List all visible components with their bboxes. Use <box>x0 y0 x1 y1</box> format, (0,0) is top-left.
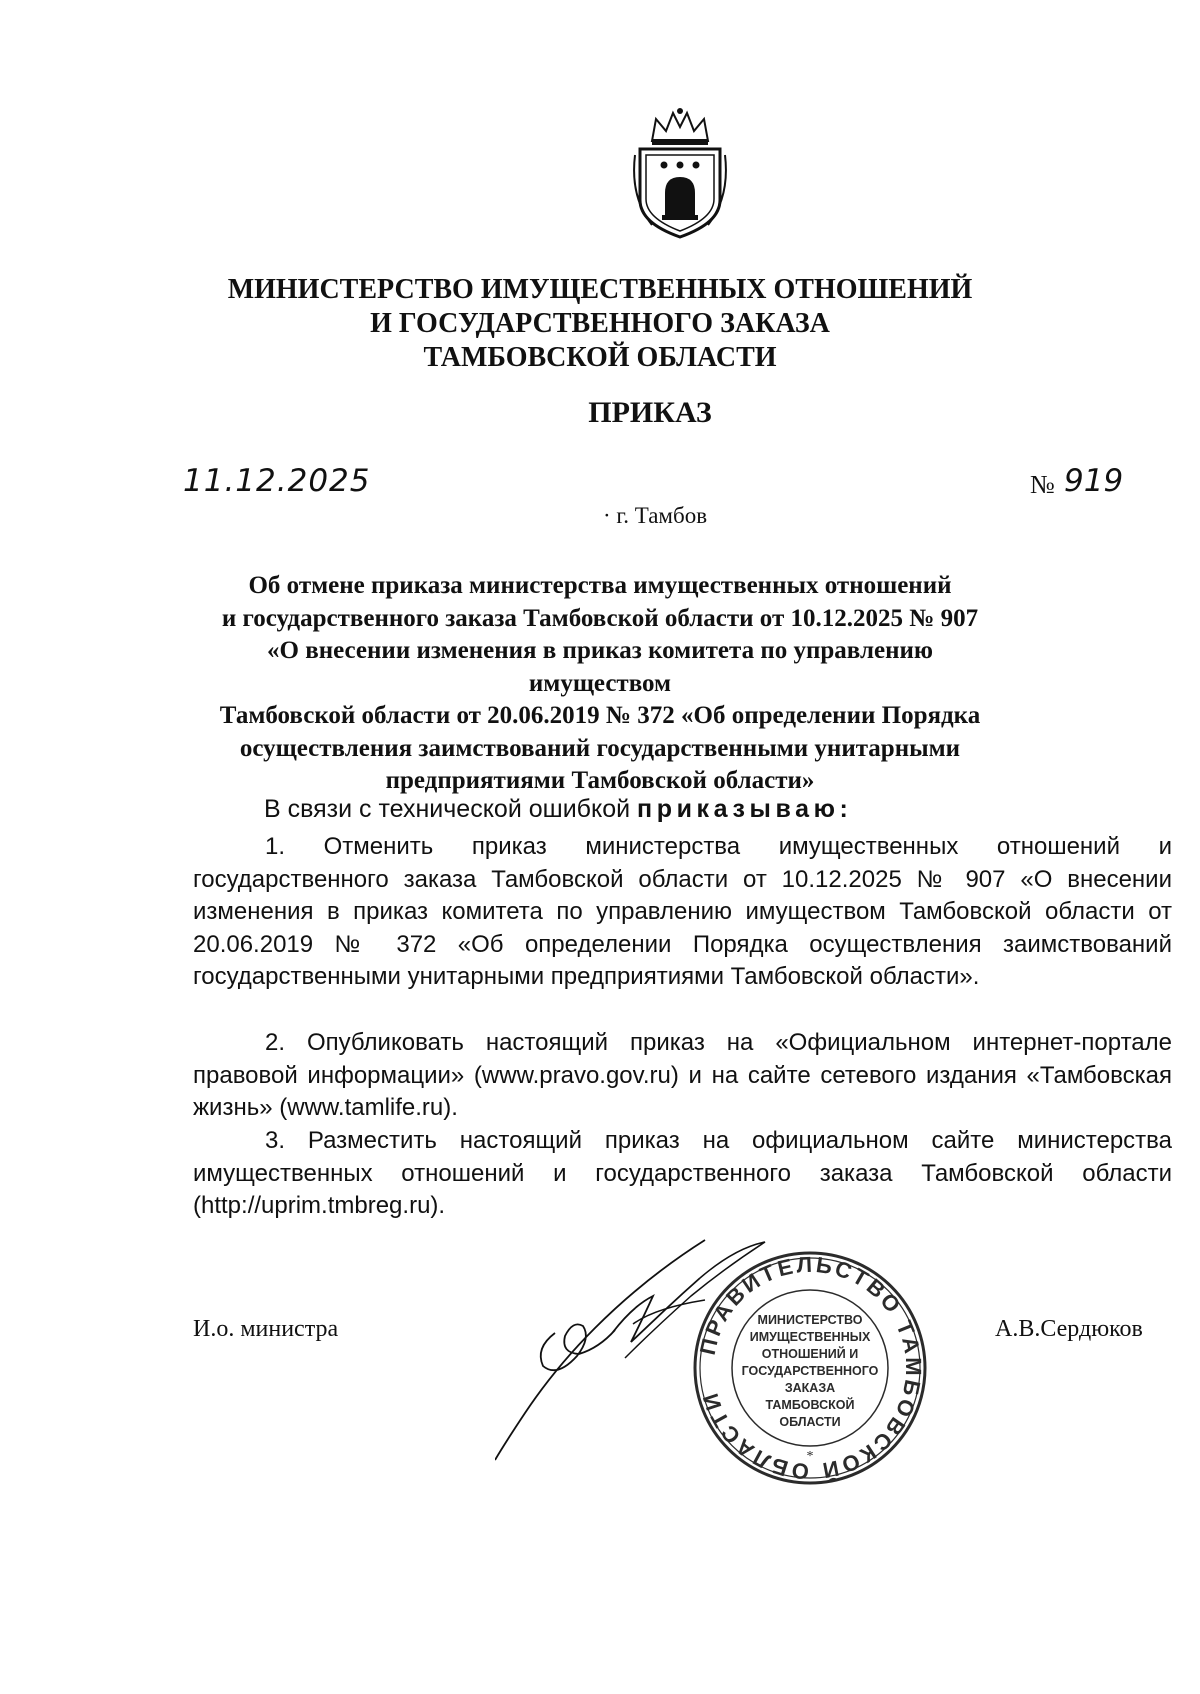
stamp-inner-line: ТАМБОВСКОЙ <box>765 1398 855 1412</box>
title-line: «О внесении изменения в приказ комитета по управлению имуществом <box>267 637 933 697</box>
number-label: № <box>1030 470 1055 499</box>
document-title <box>200 570 1000 798</box>
intro-emphasis: приказываю <box>637 795 840 823</box>
stamp-outer-text: ПРАВИТЕЛЬСТВО ТАМБОВСКОЙ ОБЛАСТИ <box>694 1251 927 1485</box>
stamp-inner-line: МИНИСТЕРСТВО <box>757 1313 863 1327</box>
handwritten-signature <box>495 1238 795 1468</box>
order-item-2 <box>193 1027 1172 1125</box>
intro-line <box>264 795 848 824</box>
stamp-inner-line: ИМУЩЕСТВЕННЫХ <box>749 1330 871 1344</box>
handwritten-number: 919 <box>1064 463 1124 499</box>
stamp-inner-line: ЗАКАЗА <box>784 1381 836 1395</box>
stamp-inner-line: ГОСУДАРСТВЕННОГО <box>741 1364 879 1378</box>
handwritten-date: 11.12.2025 <box>183 463 371 499</box>
title-line: и государственного заказа Тамбовской области от 10.12.2025 № 907 <box>221 604 979 632</box>
order-item-3 <box>193 1125 1172 1223</box>
organization-name <box>200 273 1000 375</box>
document-type: ПРИКАЗ <box>588 396 712 429</box>
intro-text: В связи с технической ошибкой <box>264 795 638 823</box>
intro-colon: : <box>839 795 848 823</box>
org-line: И ГОСУДАРСТВЕННОГО ЗАКАЗА <box>370 308 830 339</box>
order-item-1 <box>193 831 1172 994</box>
order-item-text: 2. Опубликовать настоящий приказ на «Официальном интернет-портале правовой информации» (www.pravo.gov.ru) и на сайте сетевого издания «Тамбовская жизнь» (www.tamlife.ru). <box>193 1029 1172 1121</box>
signatory-name: А.В.Сердюков <box>995 1316 1143 1342</box>
org-line: МИНИСТЕРСТВО ИМУЩЕСТВЕННЫХ ОТНОШЕНИЙ <box>227 274 973 305</box>
stamp-inner-line: ОТНОШЕНИЙ И <box>761 1347 859 1361</box>
title-line: осуществления заимствований государственными унитарными <box>239 734 961 762</box>
city: · г. Тамбов <box>603 503 708 528</box>
signatory-role: И.о. министра <box>193 1316 339 1342</box>
title-line: предприятиями Тамбовской области» <box>385 767 815 794</box>
stamp-inner-line: ОБЛАСТИ <box>779 1415 841 1429</box>
title-line: Тамбовской области от 20.06.2019 № 372 «Об определении Порядка <box>219 702 981 729</box>
org-line: ТАМБОВСКОЙ ОБЛАСТИ <box>423 342 777 373</box>
stamp-star-icon: * <box>806 1449 814 1464</box>
title-line: Об отмене приказа министерства имущественных отношений <box>248 572 952 599</box>
order-item-text: 1. Отменить приказ министерства имущественных отношений и государственного заказа Тамбовской области от 10.12.2025 № 907 «О внесении изменения в приказ комитета по управлению имуществом Тамбовской области от 20.06.2019 № 372 «Об определении Порядка осуществления заимствований государственными унитарными предприятиями Тамбовской области». <box>193 833 1172 990</box>
order-item-text: 3. Разместить настоящий приказ на официальном сайте министерства имущественных отношений и государственного заказа Тамбовской области (http://uprim.tmbreg.ru). <box>193 1127 1172 1219</box>
tambov-coat-of-arms-icon <box>630 105 730 241</box>
